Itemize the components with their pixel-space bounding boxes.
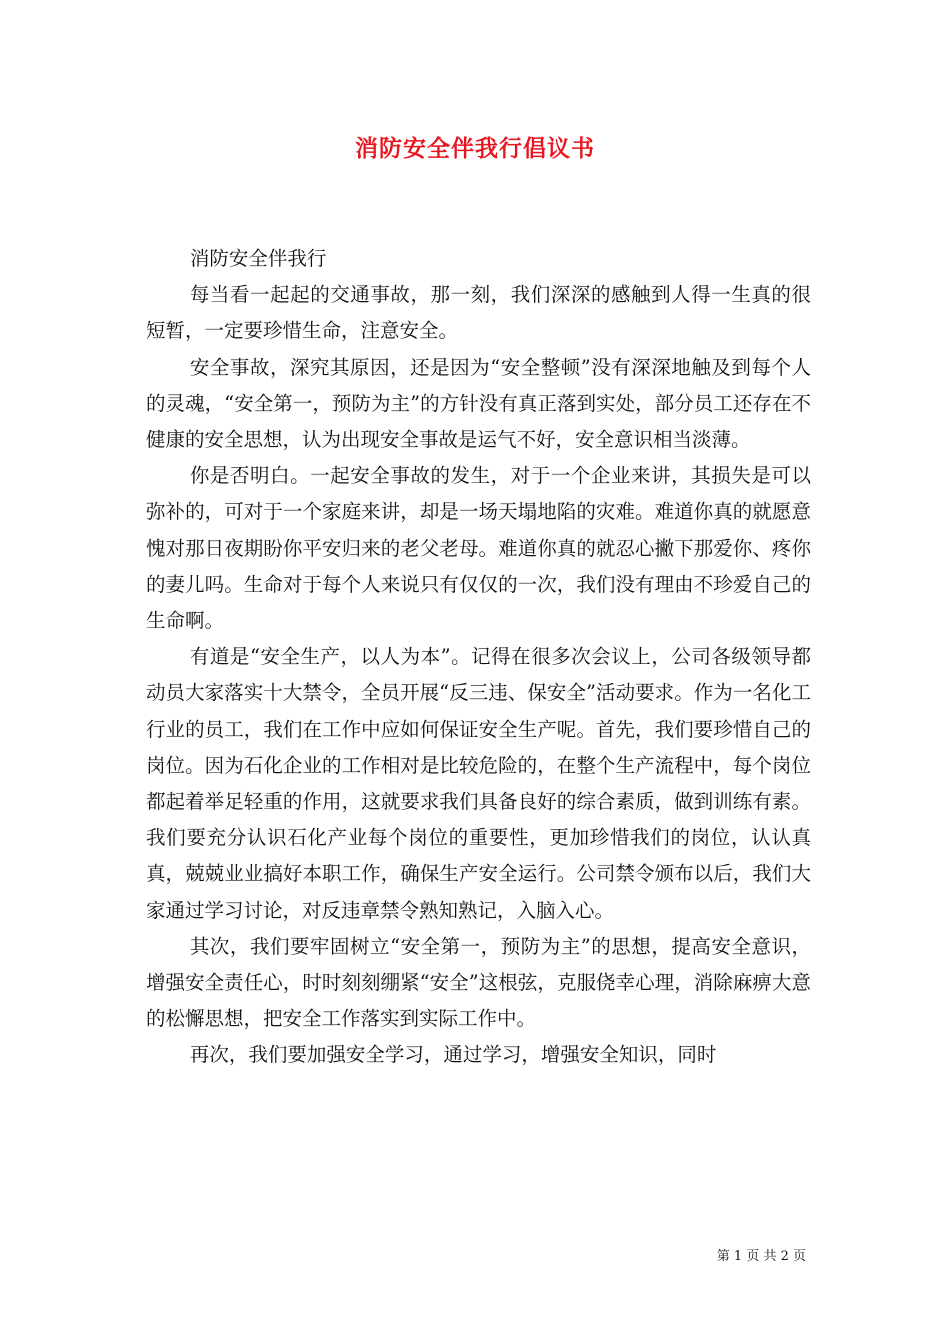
- paragraph-subtitle: 消防安全伴我行: [189, 247, 327, 270]
- page-number-footer: 第 1 页 共 2 页: [716, 1249, 806, 1264]
- paragraph: 你是否明白。一起安全事故的发生，对于一个企业来讲，其损失是可以弥补的，可对于一个家庭来讲，却是一场天塌地陷的灾难。难道你真的就愿意愧对那日夜期盼你平安归来的老父老母。难道你真的就忍心撇下那爱你、疼你的妻儿吗。生命对于每个人来说只有仅仅的一次，我们没有理由不珍爱自己的生命啊。: [146, 464, 811, 633]
- document-title: 消防安全伴我行倡议书: [355, 135, 595, 162]
- paragraph: 有道是“安全生产，以人为本”。记得在很多次会议上，公司各级领导都动员大家落实十大禁令，全员开展“反三违、保安全”活动要求。作为一名化工行业的员工，我们在工作中应如何保证安全生产呢。首先，我们要珍惜自己的岗位。因为石化企业的工作相对是比较危险的，在整个生产流程中，每个岗位都起着举足轻重的作用，这就要求我们具备良好的综合素质，做到训练有素。我们要充分认识石化产业每个岗位的重要性，更加珍惜我们的岗位，认认真真，兢兢业业搞好本职工作，确保生产安全运行。公司禁令颁布以后，我们大家通过学习讨论，对反违章禁令熟知熟记，入脑入心。: [146, 645, 811, 922]
- paragraph: 安全事故，深究其原因，还是因为“安全整顿”没有深深地触及到每个人的灵魂，“安全第一，预防为主”的方针没有真正落到实处，部分员工还存在不健康的安全思想，认为出现安全事故是运气不好，安全意识相当淡薄。: [146, 355, 811, 452]
- paragraph: 再次，我们要加强安全学习，通过学习，增强安全知识，同时: [189, 1043, 717, 1067]
- paragraph: 每当看一起起的交通事故，那一刻，我们深深的感触到人得一生真的很短暂，一定要珍惜生命，注意安全。: [146, 283, 811, 343]
- document-body: [146, 241, 811, 1074]
- paragraph: 其次，我们要牢固树立“安全第一，预防为主”的思想，提高安全意识，增强安全责任心，时时刻刻绷紧“安全”这根弦，克服侥幸心理，消除麻痹大意的松懈思想，把安全工作落实到实际工作中。: [146, 934, 811, 1031]
